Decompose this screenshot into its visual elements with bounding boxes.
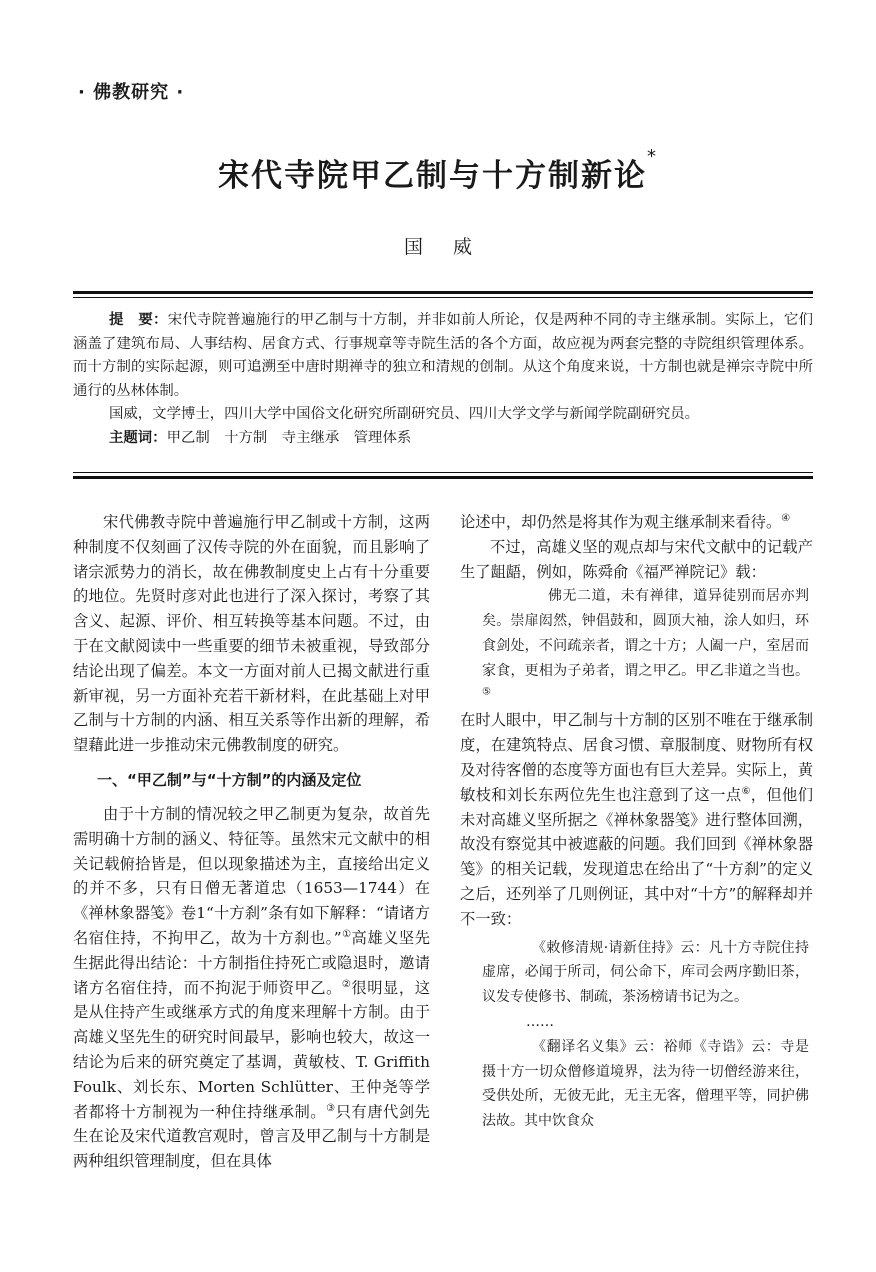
body-text: 在时人眼中，甲乙制与十方制的区别不唯在于继承制度，在建筑特点、居食习惯、章服制度、财物所有权及对待客僧的态度等方面也有巨大差异。实际上，黄敏枝和刘长东两位先生也注意到了这一点 bbox=[460, 711, 813, 804]
article-title bbox=[0, 146, 876, 195]
block-quote-1 bbox=[460, 584, 813, 708]
abstract-block bbox=[73, 309, 813, 450]
abstract-label: 提 要： bbox=[109, 312, 168, 328]
body-paragraph-2 bbox=[73, 802, 430, 1174]
article-author: 国威 bbox=[403, 236, 502, 258]
abstract-bottom-rule-thin bbox=[73, 472, 813, 473]
title-footnote-mark: * bbox=[647, 146, 658, 167]
footnote-ref-1[interactable]: ① bbox=[341, 928, 352, 940]
footnote-ref-6[interactable]: ⑥ bbox=[741, 785, 751, 797]
body-text: 只有唐代剑先生在论及宋代道教宫观时，曾言及甲乙制与十方制是两种组织管理制度，但在具体 bbox=[73, 1102, 430, 1171]
abstract-top-rule-thin bbox=[73, 297, 813, 298]
section-tag: · 佛教研究 · bbox=[78, 82, 185, 103]
body-text: 论述中，却仍然是将其作为观主继承制来看待。 bbox=[460, 513, 782, 531]
block-quote-2: 《敕修清规·请新住持》云：凡十方寺院住持虚席，必闻于所司，伺公命下，库司会两序勤旧茶，议发专使修书、制疏，茶汤榜请书记为之。 bbox=[482, 939, 809, 1006]
keywords-label: 主题词： bbox=[109, 429, 167, 446]
body-text: ，但他们未对高雄义坚所据之《禅林象器笺》进行整体回溯，故没有察觉其中被遮蔽的问题。我们回到《禅林象器笺》的相关记载，发现道忠在给出了“十方刹”的定义之后，还列举了几则例证，其中对“十方”的解释却并不一致： bbox=[460, 785, 813, 928]
left-column bbox=[73, 510, 430, 1174]
right-column bbox=[460, 510, 813, 1134]
body-text: 由于十方制的情况较之甲乙制更为复杂，故首先需明确十方制的涵义、特征等。虽然宋元文献中的相关记载俯拾皆是，但以现象描述为主，直接给出定义的并不多，只有日僧无著道忠（1653—1744）在《禅林象器笺》卷1“十方刹”条有如下解释：“请诸方名宿住持，不拘甲乙，故为十方刹也。” bbox=[73, 804, 430, 947]
abstract-text: 宋代寺院普遍施行的甲乙制与十方制，并非如前人所论，仅是两种不同的寺主继承制。实际上，它们涵盖了建筑布局、人事结构、居食方式、行事规章等寺院生活的各个方面，故应视为两套完整的寺院组织管理体系。而十方制的实际起源，则可追溯至中唐时期禅寺的独立和清规的创制。从这个角度来说，十方制也就是禅宗寺院中所通行的丛林体制。 bbox=[73, 312, 813, 399]
keywords-line bbox=[73, 427, 813, 451]
footnote-ref-3[interactable]: ③ bbox=[326, 1102, 336, 1114]
continued-paragraph bbox=[460, 510, 813, 535]
abstract-bottom-rule bbox=[73, 476, 813, 479]
footnote-ref-4[interactable]: ④ bbox=[781, 512, 791, 524]
block-quote-3: 《翻译名义集》云：裕师《寺诰》云：寺是摄十方一切众僧修道境界，法为待一切僧经游来往，受供处所，无彼无此，无主无客，僧理平等，同护佛法故。其中饮食众 bbox=[482, 1038, 809, 1130]
intro-paragraph: 宋代佛教寺院中普遍施行甲乙制或十方制，这两种制度不仅刻画了汉传寺院的外在面貌，而且影响了诸宗派势力的消长，故在佛教制度史上占有十分重要的地位。先贤时彦对此也进行了深入探讨，考察了其含义、起源、评价、相互转换等基本问题。不过，由于在文献阅读中一些重要的细节未被重视，导致部分结论出现了偏差。本文一方面对前人已揭文献进行重新审视，另一方面补充若干新材料，在此基础上对甲乙制与十方制的内涵、相互关系等作出新的理解，希望藉此进一步推动宋元佛教制度的研究。 bbox=[73, 513, 430, 755]
article-title-text: 宋代寺院甲乙制与十方制新论 bbox=[218, 158, 647, 194]
abstract-top-rule bbox=[73, 291, 813, 294]
ellipsis: …… bbox=[526, 1013, 554, 1030]
footnote-ref-2[interactable]: ② bbox=[341, 978, 352, 990]
body-text: 很明显，这是从住持产生或继承方式的角度来理解十方制。由于高雄义坚先生的研究时间最早，影响也较大，故这一结论为后来的研究奠定了基调，黄敏枝、T. Griffith Foulk、刘长东、Morten Schlütter、王仲尧等学者都将十方制视为一种住持继承制。 bbox=[73, 978, 430, 1121]
body-paragraph-3: 不过，高雄义坚的观点却与宋代文献中的记载产生了龃龉，例如，陈舜俞《福严禅院记》载： bbox=[460, 537, 813, 581]
body-text: 高雄义坚先生据此得出结论：十方制指住持死亡或隐退时，邀请诸方名宿住持，而不拘泥于师资甲乙。 bbox=[73, 928, 430, 997]
keywords-text: 甲乙制 十方制 寺主继承 管理体系 bbox=[166, 429, 412, 446]
section-heading-1: 一、“甲乙制”与“十方制”的内涵及定位 bbox=[97, 770, 362, 789]
body-paragraph-4 bbox=[460, 708, 813, 931]
author-bio: 国威，文学博士，四川大学中国俗文化研究所副研究员、四川大学文学与新闻学院副研究员。 bbox=[109, 406, 700, 422]
footnote-ref-5[interactable]: ⑤ bbox=[482, 685, 491, 697]
abstract-paragraph bbox=[73, 309, 813, 403]
quote-text: 佛无二道，未有禅律，道异徒别而居亦判矣。崇扉闳然，钟倡鼓和，圆顶大袖，涂人如归，环食剑处，不问疏亲者，谓之十方；人阖一户，室居而家食，更相为子弟者，谓之甲乙。甲乙非道之当也。 bbox=[482, 588, 809, 679]
